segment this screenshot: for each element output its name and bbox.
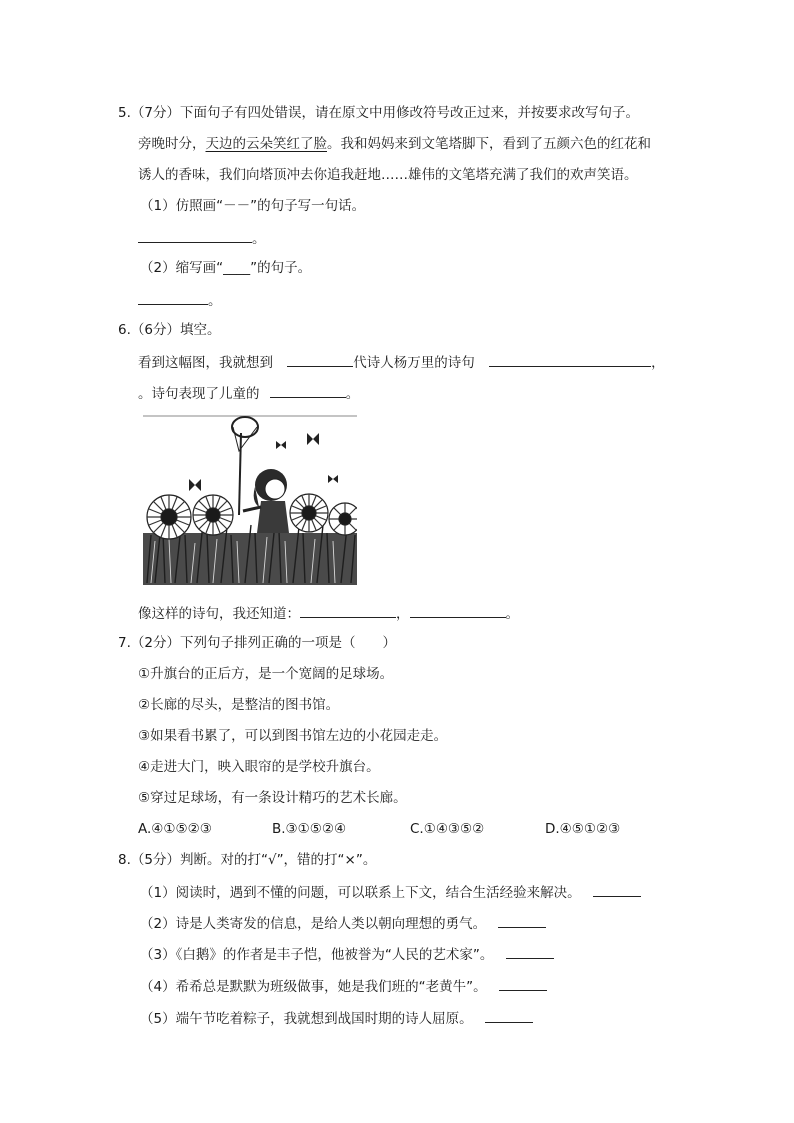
q8-statement — [140, 1008, 533, 1028]
q8-statement-text: （3）《白鹅》的作者是丰子恺，他被誉为“人民的艺术家”。 — [140, 947, 494, 963]
q8-statement — [140, 976, 547, 996]
q8-statement-text: （4）希希总是默默为班级做事，她是我们班的“老黄牛”。 — [140, 979, 487, 995]
period: 。 — [208, 293, 222, 309]
q5-sub-1: （1）仿照画“－－”的句子写一句话。 — [140, 198, 366, 214]
q8-statement — [140, 913, 546, 933]
q6-text-a: 看到这幅图，我就想到 — [138, 355, 273, 371]
judgement-blank[interactable] — [485, 1008, 533, 1023]
q7-option-d[interactable]: D.④⑤①②③ — [545, 821, 621, 837]
period: 。 — [505, 606, 519, 622]
q7-option-a[interactable]: A.④①⑤②③ — [138, 821, 212, 837]
q6-text-c: 。诗句表现了儿童的 — [138, 386, 260, 402]
q7-sentence: ⑤穿过足球场，有一条设计精巧的艺术长廊。 — [138, 790, 407, 806]
girl-butterfly-illustration — [143, 415, 357, 585]
comma: ， — [651, 355, 665, 371]
answer-blank[interactable] — [138, 228, 252, 243]
q5-passage-line-2: 诱人的香味，我们向塔顶冲去你追我赶地……雄伟的文笔塔充满了我们的欢声笑语。 — [138, 167, 638, 183]
q5-passage-line-1 — [138, 135, 651, 153]
poem-blank-1[interactable] — [300, 603, 396, 618]
q6-line-1 — [138, 352, 665, 372]
q8-statement-text: （5）端午节吃着粽子，我就想到战国时期的诗人屈原。 — [140, 1011, 473, 1027]
q7-sentence: ④走进大门，映入眼帘的是学校升旗台。 — [138, 759, 380, 775]
q7-option-c[interactable]: C.①④③⑤② — [410, 821, 485, 837]
q5-passage-rest: 。我和妈妈来到文笔塔脚下，看到了五颜六色的红花和 — [327, 136, 651, 152]
q8-statement — [140, 944, 554, 964]
dynasty-blank[interactable] — [287, 352, 353, 367]
q5-passage-start: 旁晚时分， — [138, 136, 206, 152]
judgement-blank[interactable] — [499, 976, 547, 991]
q8-heading: 8.（5分）判断。对的打“√”，错的打“×”。 — [118, 852, 377, 868]
period: 。 — [252, 231, 266, 247]
q7-option-b[interactable]: B.③①⑤②④ — [272, 821, 347, 837]
q7-heading: 7.（2分）下列句子排列正确的一项是（ ） — [118, 635, 396, 651]
q5-answer-line-1 — [138, 228, 266, 248]
period: 。 — [345, 386, 360, 402]
q6-text-d: 像这样的诗句，我还知道： — [138, 606, 300, 622]
q7-sentence: ①升旗台的正后方，是一个宽阔的足球场。 — [138, 666, 394, 682]
judgement-blank[interactable] — [593, 882, 641, 897]
q8-statement — [140, 882, 641, 902]
q6-line-3 — [138, 603, 519, 623]
q6-line-2 — [138, 383, 359, 403]
q5-underlined-sentence: 天边的云朵笑红了脸 — [205, 136, 327, 152]
q8-statement-text: （1）阅读时，遇到不懂的问题，可以联系上下文，结合生活经验来解决。 — [140, 885, 581, 901]
judgement-blank[interactable] — [506, 944, 554, 959]
q5-heading: 5.（7分）下面句子有四处错误，请在原文中用修改符号改正过来，并按要求改写句子。 — [118, 105, 639, 121]
q7-sentence: ③如果看书累了，可以到图书馆左边的小花园走走。 — [138, 728, 448, 744]
answer-blank[interactable] — [138, 290, 208, 305]
q7-sentence: ②长廊的尽头，是整洁的图书馆。 — [138, 697, 340, 713]
q8-statement-text: （2）诗是人类寄发的信息，是给人类以朝向理想的勇气。 — [140, 916, 487, 932]
poem-blank[interactable] — [489, 352, 651, 367]
comma: ， — [396, 606, 410, 622]
q5-answer-line-2 — [138, 290, 222, 310]
q6-heading: 6.（6分）填空。 — [118, 322, 221, 338]
judgement-blank[interactable] — [498, 913, 546, 928]
q6-text-b: 代诗人杨万里的诗句 — [353, 355, 475, 371]
feeling-blank[interactable] — [270, 383, 346, 398]
q5-sub-2: （2）缩写画“____”的句子。 — [140, 260, 312, 276]
poem-blank-2[interactable] — [410, 603, 506, 618]
